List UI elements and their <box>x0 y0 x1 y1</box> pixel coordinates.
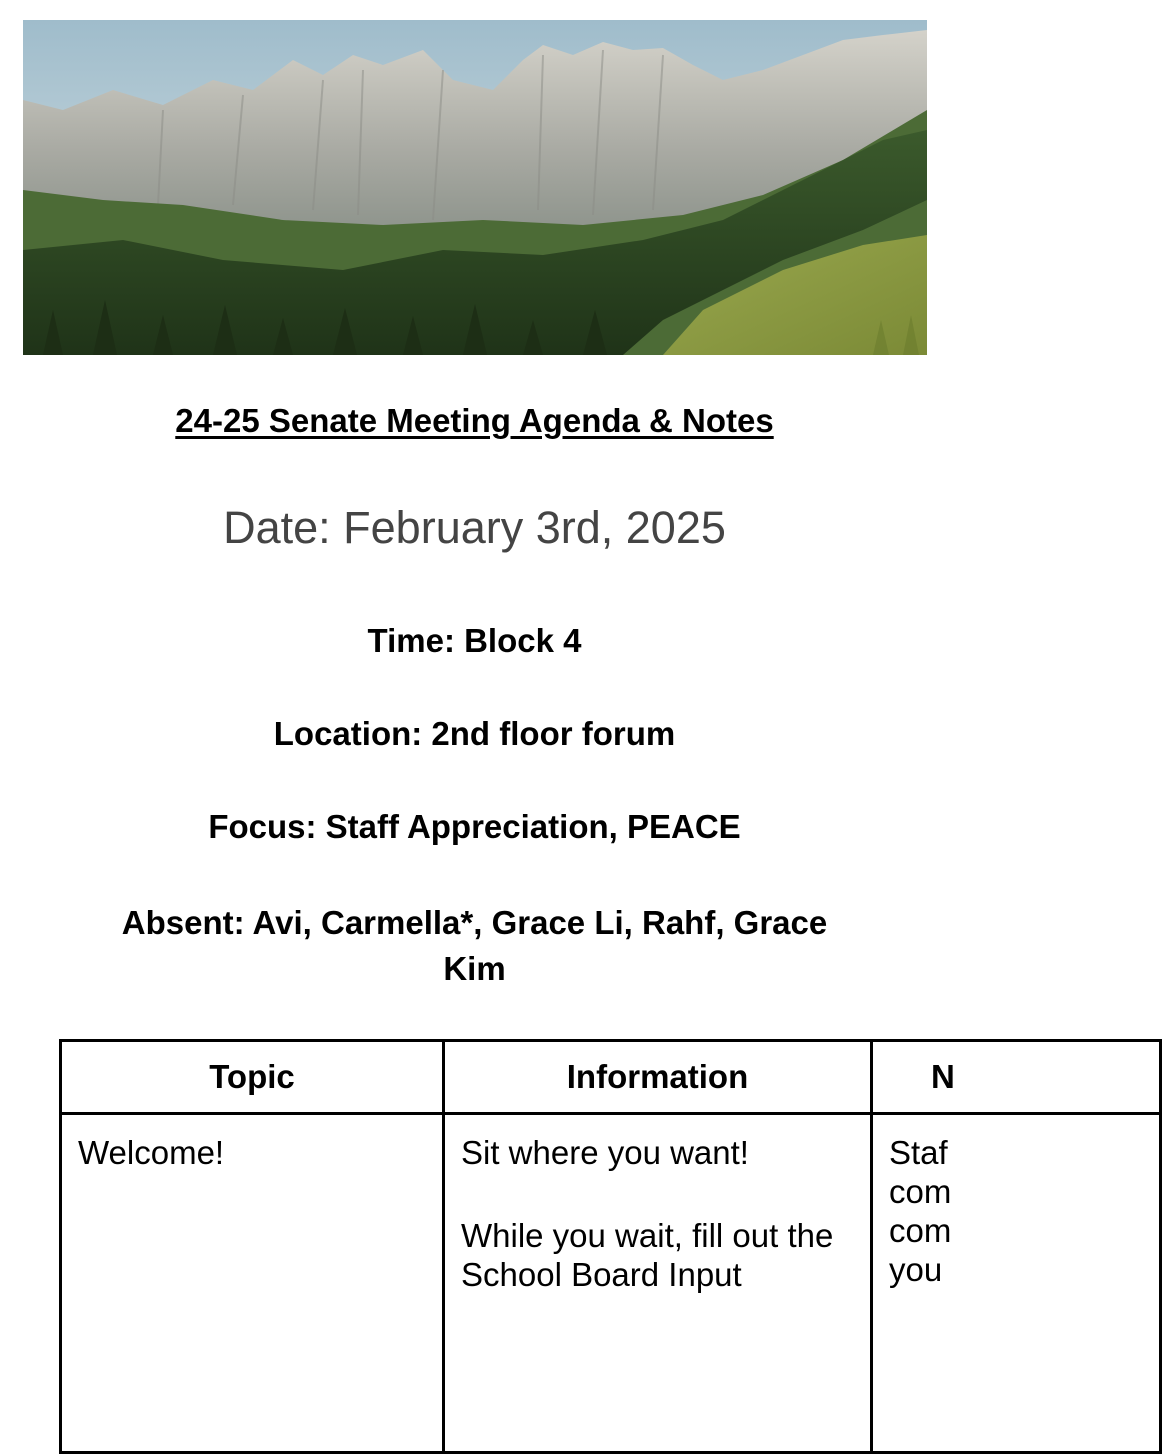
notes-cell <box>872 1114 1161 1453</box>
mountain-landscape-image <box>23 20 927 355</box>
agenda-table <box>59 1039 1162 1454</box>
notes-text-1: Staf <box>889 1134 948 1171</box>
meeting-time: Time: Block 4 <box>367 622 582 659</box>
notes-text-4: you <box>889 1251 943 1288</box>
meeting-focus: Focus: Staff Appreciation, PEACE <box>208 808 741 845</box>
information-text-2: While you wait, fill out the School Board Input <box>461 1217 834 1293</box>
meeting-location: Location: 2nd floor forum <box>273 715 676 752</box>
meeting-date: Date: February 3rd, 2025 <box>223 502 726 553</box>
notes-text-3: com <box>889 1212 952 1249</box>
banner-image <box>23 20 927 355</box>
topic-cell <box>61 1114 444 1453</box>
document-title: 24-25 Senate Meeting Agenda & Notes <box>175 402 774 439</box>
absent-list <box>0 900 949 992</box>
notes-text-2: com <box>889 1173 952 1210</box>
information-text-1: Sit where you want! <box>461 1134 749 1171</box>
absent-list-line-1: Absent: Avi, Carmella*, Grace Li, Rahf, Grace <box>121 904 828 941</box>
table-header-row <box>61 1041 1161 1114</box>
information-cell <box>444 1114 872 1453</box>
absent-list-line-2: Kim <box>443 950 506 987</box>
header-topic: Topic <box>61 1041 444 1114</box>
topic-text: Welcome! <box>78 1134 225 1171</box>
table-row <box>61 1114 1161 1453</box>
header-information: Information <box>444 1041 872 1114</box>
header-notes: N <box>872 1041 1161 1114</box>
